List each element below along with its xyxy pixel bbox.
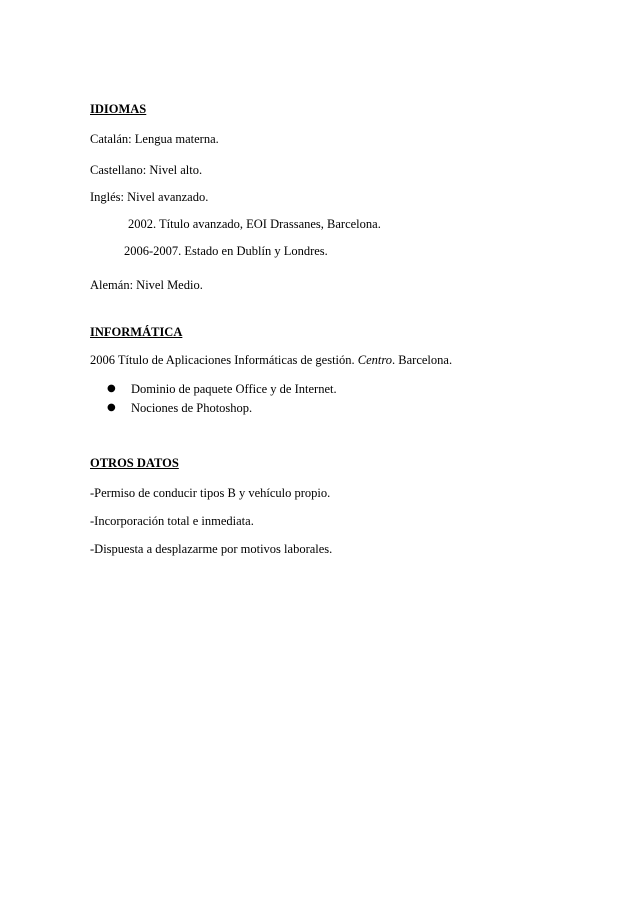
otros-datos-item: -Dispuesta a desplazarme por motivos laborales.: [90, 542, 333, 556]
language-catalan: Catalán: Lengua materna.: [90, 132, 219, 146]
otros-datos-item: -Permiso de conducir tipos B y vehículo propio.: [90, 486, 331, 500]
language-castellano: Castellano: Nivel alto.: [90, 163, 203, 177]
language-ingles: Inglés: Nivel avanzado.: [90, 190, 209, 204]
informatica-bullet-item: [107, 400, 252, 416]
bullet-icon: ●: [107, 383, 116, 394]
informatica-title-prefix: 2006 Título de Aplicaciones Informáticas de gestión.: [90, 353, 358, 367]
informatica-bullet-item: [107, 381, 337, 397]
section-heading-informatica: INFORMÁTICA: [90, 325, 183, 339]
informatica-bullet-text: Dominio de paquete Office y de Internet.: [131, 382, 337, 396]
section-heading-idiomas: IDIOMAS: [90, 102, 147, 116]
informatica-title-centro: Centro: [357, 353, 393, 367]
informatica-title-line: [90, 352, 452, 368]
language-ingles-detail-title: 2002. Título avanzado, EOI Drassanes, Barcelona.: [128, 217, 381, 231]
informatica-title-suffix: . Barcelona.: [392, 353, 453, 367]
language-aleman: Alemán: Nivel Medio.: [90, 278, 203, 292]
section-heading-otros-datos: OTROS DATOS: [90, 456, 179, 470]
otros-datos-item: -Incorporación total e inmediata.: [90, 514, 254, 528]
language-ingles-detail-stay: 2006-2007. Estado en Dublín y Londres.: [124, 244, 328, 258]
bullet-icon: ●: [107, 402, 116, 413]
informatica-bullet-text: Nociones de Photoshop.: [131, 401, 253, 415]
